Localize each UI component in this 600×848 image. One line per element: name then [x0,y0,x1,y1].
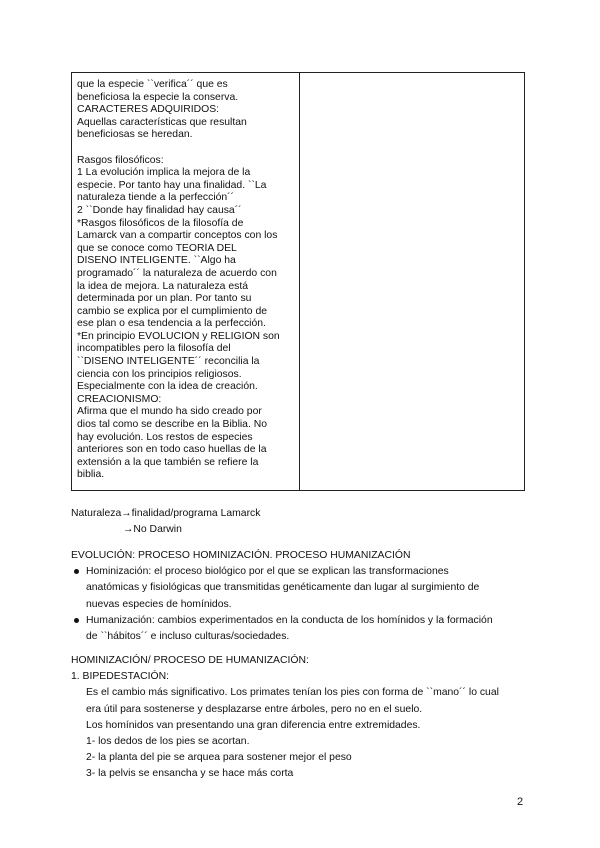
table-line: la idea de mejora. La naturaleza está [77,280,248,292]
section-heading: HOMINIZACIÓN/ PROCESO DE HUMANIZACIÓN: [71,655,309,666]
bullet-text: nuevas especies de homínidos. [86,598,232,610]
table-line: 1 La evolución implica la mejora de la [77,167,251,179]
table-line: CREACIONISMO: [77,393,162,405]
table-line: especie. Por tanto hay una finalidad. ``La [77,179,267,191]
bullet-text: de ``hábitos´´ e incluso culturas/sociedades. [86,631,290,643]
table-line: *Rasgos filosóficos de la filosofía de [77,217,244,229]
table-line: *En principio EVOLUCIÓN y RELIGIÓN son [77,330,280,342]
table-line: CARACTERES ADQUIRIDOS: [77,104,220,116]
table-line: Rasgos filosóficos: [77,154,164,166]
numbered-item-title: 1. BIPEDESTACIÓN: [71,671,169,683]
table-line: beneficiosas se heredan. [77,129,193,141]
table-line: Afirma que el mundo ha sido creado por [77,406,262,418]
table-line: Especialmente con la idea de creación. [77,381,258,393]
table-line: cambio se explica por el cumplimiento de [77,305,268,317]
table-line: biblia. [77,469,105,481]
table-line: Aquellas características que resultan [77,116,247,128]
bullet-text: anatómicas y fisiológicas que transmitidas genéticamente dan lugar al surgimiento de [86,582,480,594]
notes-table [71,72,525,491]
table-line: naturaleza tiende a la perfección´´ [77,192,235,204]
paragraph-line: Es el cambio más significativo. Los primates tenían los pies con forma de ``mano´´ lo cual [86,687,499,699]
table-line: extensión a la que también se refiere la [77,456,259,468]
page-number: 2 [517,796,524,808]
table-line: determinada por un plan. Por tanto su [77,293,252,305]
paragraph-line: 2- la planta del pie se arquea para sostener mejor el peso [86,752,352,764]
arrow-note [71,506,260,538]
table-line: ``DISEÑO INTELIGENTE´´ reconcilia la [77,356,260,368]
table-line: programado´´ la naturaleza de acuerdo con [77,267,277,279]
table-line: 2 ``Donde hay finalidad hay causa´´ [77,204,242,216]
bullet-text: Humanización: cambios experimentados en la conducta de los homínidos y la formación [86,614,493,626]
paragraph-line: 3- la pelvis se ensancha y se hace más corta [86,768,294,780]
table-line: incompatibles pero la filosofía del [77,343,231,355]
table-line: ciencia con los principios religiosos. [77,368,242,380]
arrow-note-line: →No Darwin [123,524,182,536]
bullet-text: Hominización: el proceso biológico por el que se explican las transformaciones [86,566,449,578]
arrow-note-line: Naturaleza→finalidad/programa Lamarck [71,508,261,519]
section-hominizacion [71,653,541,783]
paragraph-line: 1- los dedos de los pies se acortan. [86,736,250,748]
table-line: que la especie ``verifica´´ que es [77,79,228,90]
table-line: anteriores son en todo caso huellas de la [77,444,267,456]
table-line: Lamarck van a compartir conceptos con los [77,230,278,242]
section-heading: EVOLUCIÓN: PROCESO HOMINIZACIÓN. PROCESO HUMANIZACIÓN [71,550,411,561]
section-evolucion [71,548,541,645]
bullet-item [71,564,541,580]
paragraph-line: era útil para sostenerse y desplazarse entre árboles, pero no en el suelo. [86,703,423,715]
table-line: ese plan o esa tendencia a la perfección. [77,318,266,330]
bullet-item [71,613,541,629]
table-line: hay evolución. Los restos de especies [77,431,253,443]
table-line: DISEÑO INTELIGENTE. ``Algo ha [77,255,236,267]
table-line: dios tal como se describe en la Biblia. No [77,419,268,431]
table-blank-line [77,142,295,155]
paragraph-line: Los homínidos van presentando una gran diferencia entre extremidades. [86,719,421,731]
table-left-column [72,73,300,490]
table-line: que se conoce como TEORÍA DEL [77,242,237,254]
table-line: beneficiosa la especie la conserva. [77,91,239,103]
table-right-column [300,73,524,490]
